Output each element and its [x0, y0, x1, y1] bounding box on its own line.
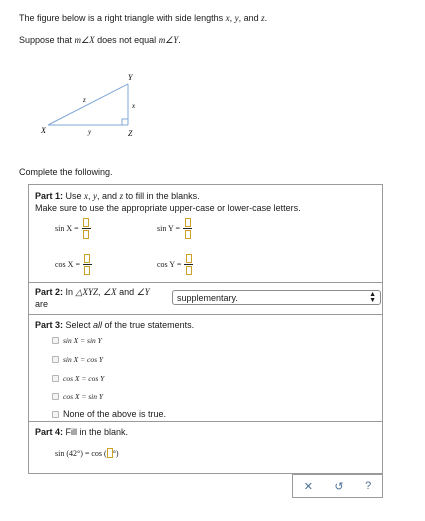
expression-left: sin (42°) = cos ( [55, 448, 107, 458]
part-1-sep: , [88, 191, 94, 201]
intro-line-1 [19, 13, 267, 23]
option-sin-x-sin-y[interactable] [52, 336, 102, 345]
part-2-sep: , [97, 287, 103, 297]
cos-y-fraction [157, 254, 193, 275]
part-2-heading: Part 2: [35, 287, 64, 297]
part-4-prompt [35, 427, 128, 437]
select-arrows-icon: ▲ ▼ [369, 291, 376, 304]
sin-x-label: sin X = [55, 224, 79, 233]
fraction-bar [184, 264, 193, 265]
var-z: z [261, 13, 265, 23]
option-sin-x-cos-y[interactable] [52, 355, 103, 364]
sin-y-label: sin Y = [157, 224, 181, 233]
part-3-prompt [35, 320, 194, 330]
intro-text: Suppose that [19, 35, 75, 45]
help-icon[interactable]: ? [365, 480, 372, 492]
sin-x-fraction [55, 218, 91, 239]
triangle-xyz: △XYZ [75, 287, 98, 297]
sin-x-numerator-input[interactable] [83, 218, 89, 227]
part-2-text: In [63, 287, 76, 297]
relationship-select[interactable] [172, 290, 381, 305]
angle-x-measure: m∠X [74, 35, 95, 45]
part-4-text: Fill in the blank. [63, 427, 129, 437]
option-label: cos X = sin Y [63, 392, 104, 401]
intro-end: . [178, 35, 181, 45]
part-1-section [29, 185, 382, 283]
option-none[interactable] [52, 409, 166, 419]
intro-text: The figure below is a right triangle with side lengths [19, 13, 226, 23]
option-label: cos X = cos Y [63, 374, 105, 383]
fraction-stack [82, 218, 91, 239]
part-4-section [29, 422, 382, 473]
answer-toolbar [292, 474, 383, 498]
intro-end: . [264, 13, 268, 23]
part-1-instruction: Make sure to use the appropriate upper-case or lower-case letters. [35, 203, 301, 213]
part-1-prompt [35, 191, 200, 201]
option-cos-x-cos-y[interactable] [52, 374, 104, 383]
fraction-bar [183, 228, 192, 229]
side-z-label: z [83, 96, 86, 104]
part-1-heading: Part 1: [35, 191, 64, 201]
side-z-line [48, 84, 128, 125]
angle-y: ∠Y [136, 287, 150, 297]
part-3-section [29, 315, 382, 422]
sin-y-numerator-input[interactable] [185, 218, 191, 227]
expression-right: ) [115, 448, 119, 458]
part-3-text: of the true statements. [102, 320, 195, 330]
fraction-bar [82, 228, 91, 229]
fraction-stack [83, 254, 92, 275]
var-x: x [84, 191, 89, 201]
question-panel [28, 184, 383, 474]
intro-text: does not equal [94, 35, 159, 45]
right-triangle-figure [36, 72, 146, 142]
option-label: None of the above is true. [63, 409, 167, 419]
part-1-text: Use [63, 191, 85, 201]
part-2-section [29, 283, 382, 315]
fraction-stack [184, 254, 193, 275]
part-4-heading: Part 4: [35, 427, 64, 437]
complete-instruction: Complete the following. [19, 167, 113, 177]
checkbox[interactable] [52, 356, 59, 363]
cos-y-numerator-input[interactable] [186, 254, 192, 263]
sin-x-denominator-input[interactable] [83, 230, 89, 239]
part-3-all: all [93, 320, 103, 330]
part-4-expression [55, 448, 119, 458]
angle-x: ∠X [102, 287, 117, 297]
intro-line-2 [19, 35, 181, 46]
checkbox[interactable] [52, 337, 59, 344]
undo-icon[interactable]: ↺ [334, 480, 344, 493]
part-1-text: to fill in the blanks. [123, 191, 200, 201]
checkbox[interactable] [52, 375, 59, 382]
intro-sep: , [229, 13, 235, 23]
degree-symbol: ° [112, 448, 116, 458]
side-x-label: x [132, 102, 136, 110]
clear-icon[interactable]: ✕ [303, 480, 313, 493]
var-z: z [119, 191, 124, 201]
part-3-heading: Part 3: [35, 320, 64, 330]
vertex-y-label: Y [128, 73, 133, 82]
angle-y-measure: m∠Y [158, 35, 179, 45]
cos-x-fraction [55, 254, 92, 275]
part-2-prompt [35, 287, 150, 298]
part-3-text: Select [63, 320, 94, 330]
vertex-x-label: X [41, 126, 46, 135]
part-1-sep: , and [97, 191, 120, 201]
checkbox[interactable] [52, 393, 59, 400]
fraction-stack [183, 218, 192, 239]
relationship-selected-value: supplementary. [177, 292, 238, 303]
cos-x-numerator-input[interactable] [84, 254, 90, 263]
cos-y-label: cos Y = [157, 260, 182, 269]
part-2-text: and [116, 287, 137, 297]
intro-sep: , and [238, 13, 262, 23]
checkbox[interactable] [52, 411, 59, 418]
var-y: y [93, 191, 98, 201]
side-y-label: y [88, 128, 92, 136]
var-y: y [234, 13, 239, 23]
fraction-bar [83, 264, 92, 265]
sin-y-fraction [157, 218, 192, 239]
cos-x-label: cos X = [55, 260, 80, 269]
cos-x-denominator-input[interactable] [84, 266, 90, 275]
cos-y-denominator-input[interactable] [186, 266, 192, 275]
option-cos-x-sin-y[interactable] [52, 392, 103, 401]
part-2-are: are [35, 299, 49, 309]
var-x: x [225, 13, 230, 23]
right-angle-marker [122, 119, 128, 125]
option-label: sin X = cos Y [63, 355, 104, 364]
option-label: sin X = sin Y [63, 336, 102, 345]
sin-y-denominator-input[interactable] [185, 230, 191, 239]
vertex-z-label: Z [128, 129, 133, 138]
